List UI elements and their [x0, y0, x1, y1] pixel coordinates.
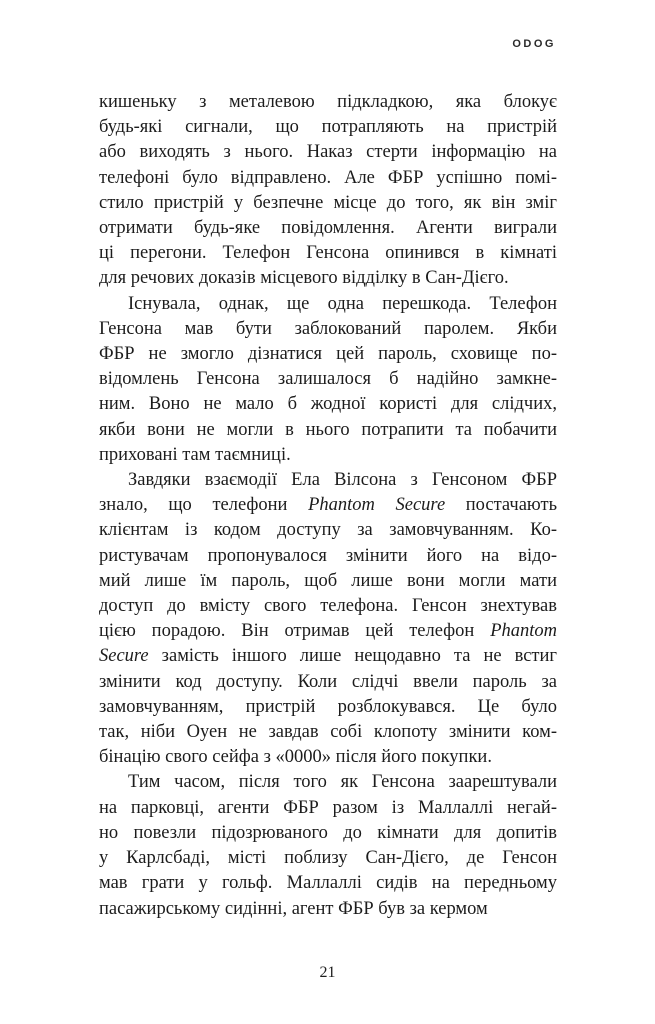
text-line: телефоні було відправлено. Але ФБР успішно помі-	[99, 167, 557, 188]
text-line: Тим часом, після того як Генсона заарештували	[128, 772, 557, 793]
paragraph	[99, 90, 557, 292]
text-line: у Карлсбаді, місті поблизу Сан-Дієго, де Генсон	[99, 848, 557, 869]
running-head: ODOG	[512, 38, 556, 50]
text-line: відомлень Генсона залишалося б надійно замкне-	[99, 369, 557, 390]
text-line: ристувачам пропонувалося змінити його на відо-	[99, 545, 557, 566]
text-line: бінацію свого сейфа з «0000» після його покупки.	[99, 747, 492, 768]
paragraph	[99, 468, 557, 770]
text-line: так, ніби Оуен не завдав собі клопоту змінити ком-	[99, 722, 557, 743]
text-line: Генсона мав бути заблокований паролем. Якби	[99, 318, 557, 339]
body-text	[99, 90, 557, 922]
text-line: ці перегони. Телефон Генсона опинився в кімнаті	[99, 243, 557, 264]
text-line: будь-які сигнали, що потрапляють на пристрій	[99, 117, 557, 138]
text-line: пасажирському сидінні, агент ФБР був за кермом	[99, 898, 488, 919]
text-line: мий лише їм пароль, щоб лише вони могли мати	[99, 570, 557, 591]
text-line: цією порадою. Він отримав цей телефон Phantom	[99, 621, 557, 642]
text-line: знало, що телефони Phantom Secure постачають	[99, 495, 558, 516]
text-line: Завдяки взаємодії Ела Вілсона з Генсоном ФБР	[128, 470, 557, 491]
text-line: кишеньку з металевою підкладкою, яка блокує	[99, 92, 557, 112]
text-line: Існувала, однак, ще одна перешкода. Телефон	[128, 293, 557, 314]
text-line: для речових доказів місцевого відділку в Сан-Дієго.	[99, 268, 509, 289]
paragraph	[99, 292, 557, 468]
text-line: замовчуванням, пристрій розблокувався. Це було	[99, 696, 557, 717]
text-line: приховані там таємниці.	[99, 444, 291, 465]
text-line: ним. Воно не мало б жодної користі для слідчих,	[99, 394, 557, 415]
text-line: мав грати у гольф. Маллаллі сидів на передньому	[99, 873, 557, 894]
text-line: на парковці, агенти ФБР разом із Маллаллі негай-	[99, 797, 557, 818]
text-line: отримати будь-яке повідомлення. Агенти виграли	[99, 218, 557, 239]
text-line: доступ до вмісту свого телефона. Генсон знехтував	[99, 596, 557, 617]
text-line: якби вони не могли в нього потрапити та побачити	[99, 419, 557, 440]
page-number: 21	[319, 964, 336, 981]
text-line: ФБР не змогло дізнатися цей пароль, сховище по-	[99, 344, 557, 365]
text-line: Secure замість іншого лише нещодавно та не встиг	[99, 646, 557, 667]
text-line: стило пристрій у безпечне місце до того, як він зміг	[99, 192, 557, 213]
text-line: або виходять з нього. Наказ стерти інформацію на	[99, 142, 557, 163]
paragraph	[99, 770, 557, 921]
text-line: змінити код доступу. Коли слідчі ввели пароль за	[99, 671, 557, 692]
text-line: клієнтам із кодом доступу за замовчуванням. Ко-	[99, 520, 557, 541]
text-line: но повезли підозрюваного до кімнати для допитів	[99, 822, 557, 843]
